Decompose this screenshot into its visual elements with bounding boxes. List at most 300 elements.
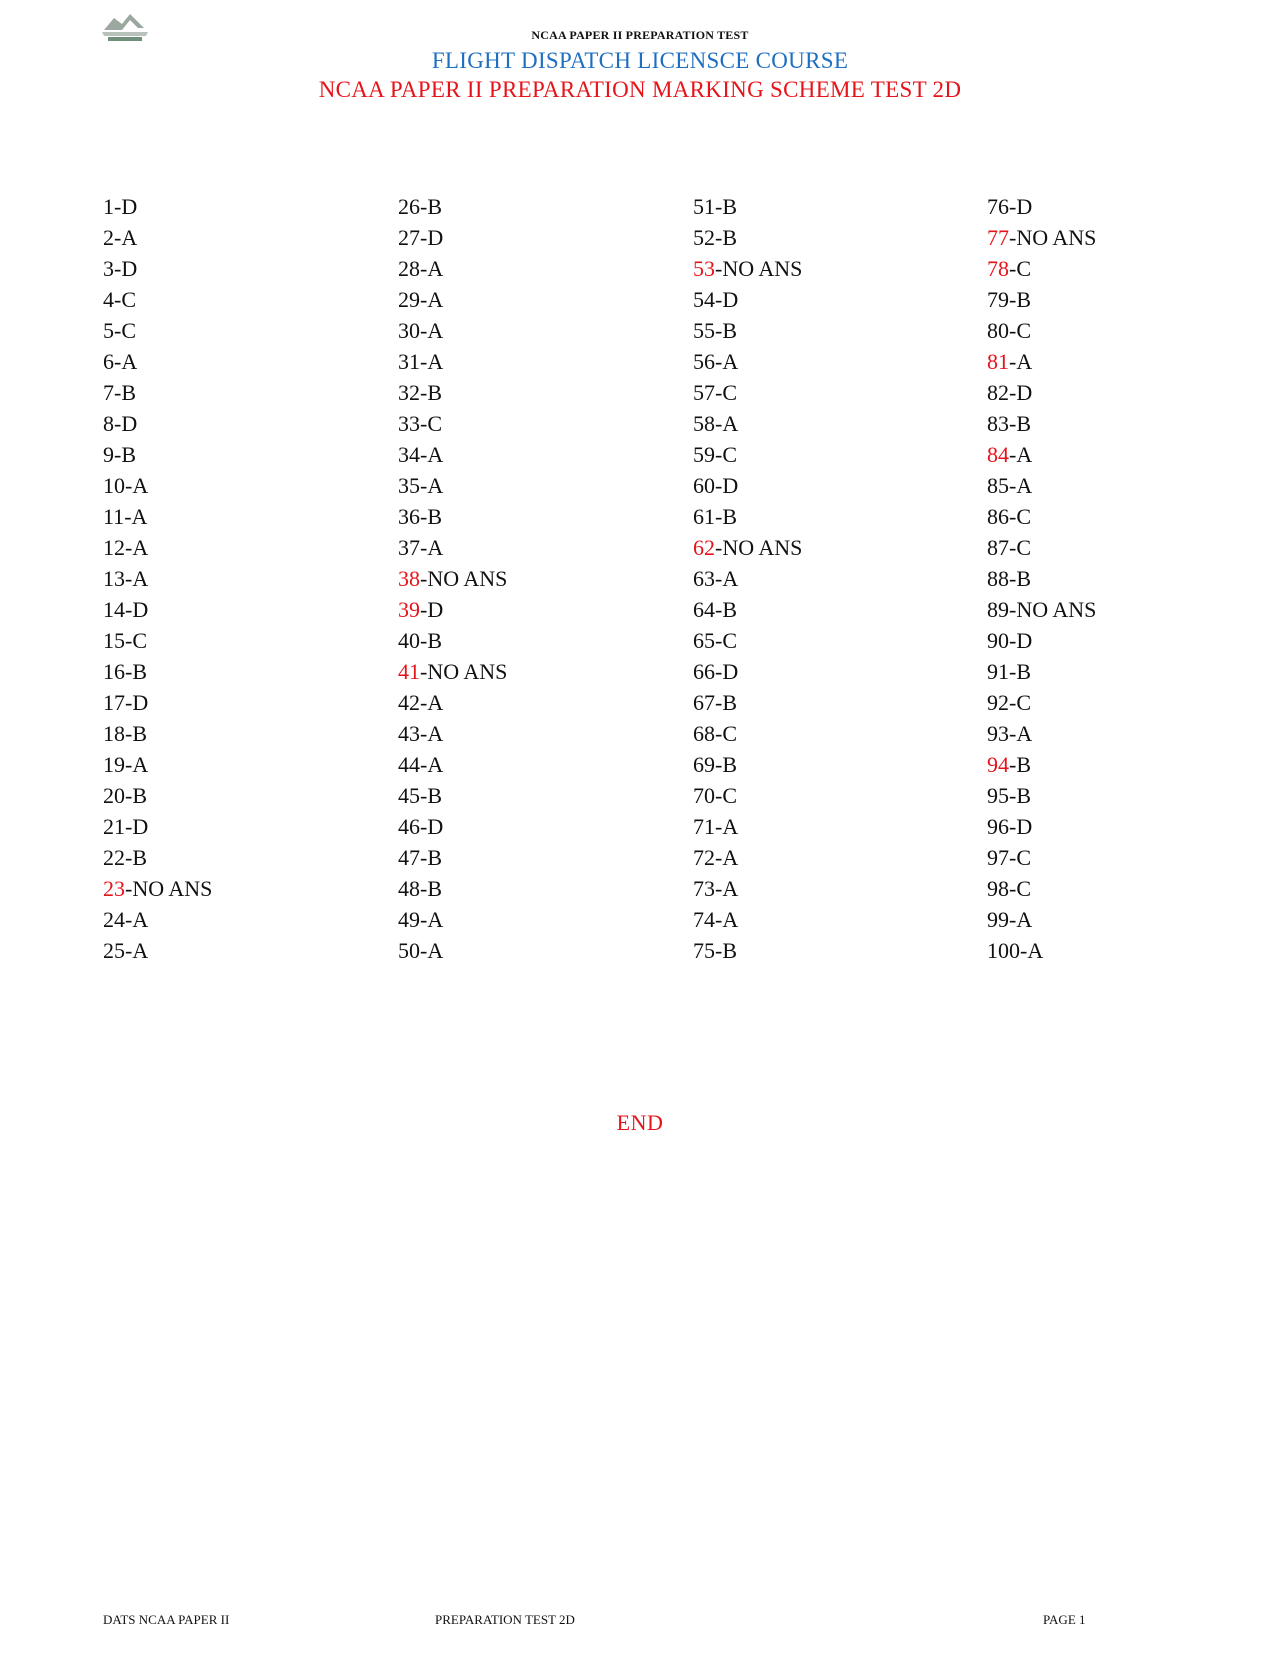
answer-row	[693, 536, 802, 560]
answer-value: C	[1016, 845, 1032, 870]
answer-value: A	[427, 721, 444, 746]
separator: -	[114, 411, 122, 436]
answer-row	[103, 288, 136, 312]
answer-row	[103, 722, 147, 746]
answer-value: D	[1016, 628, 1033, 653]
question-number: 92	[987, 690, 1009, 715]
answer-row	[987, 753, 1031, 777]
question-number: 86	[987, 504, 1009, 529]
answer-row	[398, 319, 443, 343]
separator: -	[1009, 690, 1017, 715]
answer-value: A	[427, 318, 444, 343]
answer-row	[103, 195, 137, 219]
answer-value: D	[427, 225, 444, 250]
separator: -	[1009, 473, 1017, 498]
question-number: 36	[398, 504, 420, 529]
answer-row	[398, 412, 442, 436]
separator: -	[114, 194, 122, 219]
question-number: 26	[398, 194, 420, 219]
separator: -	[1009, 783, 1017, 808]
question-number: 23	[103, 876, 125, 901]
separator: -	[715, 566, 723, 591]
answer-row	[693, 660, 738, 684]
answer-value: D	[121, 256, 138, 281]
answer-row	[693, 722, 737, 746]
question-number: 32	[398, 380, 420, 405]
answer-value: A	[722, 814, 739, 839]
question-number: 7	[103, 380, 114, 405]
question-number: 93	[987, 721, 1009, 746]
question-number: 30	[398, 318, 420, 343]
question-number: 41	[398, 659, 420, 684]
separator: -	[114, 256, 122, 281]
answer-row	[987, 846, 1031, 870]
answer-value: D	[132, 690, 149, 715]
answer-value: NO ANS	[427, 566, 508, 591]
answer-value: B	[132, 721, 148, 746]
separator: -	[125, 659, 133, 684]
separator: -	[420, 907, 428, 932]
answer-value: A	[132, 752, 149, 777]
answer-row	[987, 381, 1032, 405]
separator: -	[420, 783, 428, 808]
answer-row	[103, 319, 136, 343]
separator: -	[715, 721, 723, 746]
question-number: 47	[398, 845, 420, 870]
answer-row	[103, 815, 148, 839]
question-number: 22	[103, 845, 125, 870]
question-number: 97	[987, 845, 1009, 870]
question-number: 71	[693, 814, 715, 839]
answer-value: C	[132, 628, 148, 653]
answer-value: A	[722, 566, 739, 591]
separator: -	[1009, 597, 1017, 622]
separator: -	[715, 318, 723, 343]
question-number: 10	[103, 473, 125, 498]
answer-value: A	[132, 938, 149, 963]
question-number: 38	[398, 566, 420, 591]
answer-row	[398, 784, 442, 808]
answer-value: A	[1016, 442, 1033, 467]
question-number: 56	[693, 349, 715, 374]
footer-center: PREPARATION TEST 2D	[435, 1612, 575, 1627]
answer-row	[398, 474, 443, 498]
answer-row	[987, 660, 1031, 684]
answer-value: B	[1016, 411, 1032, 436]
question-number: 66	[693, 659, 715, 684]
answer-value: B	[722, 504, 738, 529]
question-number: 65	[693, 628, 715, 653]
question-number: 35	[398, 473, 420, 498]
question-number: 60	[693, 473, 715, 498]
answer-value: B	[722, 690, 738, 715]
answer-value: NO ANS	[722, 256, 803, 281]
answer-value: D	[1016, 194, 1033, 219]
question-number: 95	[987, 783, 1009, 808]
answer-value: D	[427, 814, 444, 839]
question-number: 51	[693, 194, 715, 219]
answer-row	[103, 536, 148, 560]
question-number: 29	[398, 287, 420, 312]
separator: -	[1009, 721, 1017, 746]
question-number: 44	[398, 752, 420, 777]
answer-row	[103, 784, 147, 808]
separator: -	[114, 380, 122, 405]
answer-row	[987, 505, 1031, 529]
separator: -	[1009, 845, 1017, 870]
answer-row	[398, 629, 442, 653]
end-label: END	[616, 1110, 664, 1135]
answer-value: A	[131, 504, 148, 529]
separator: -	[1009, 225, 1017, 250]
question-number: 55	[693, 318, 715, 343]
answer-value: A	[1016, 473, 1033, 498]
separator: -	[715, 256, 723, 281]
answer-value: A	[722, 349, 739, 374]
answer-value: B	[132, 659, 148, 684]
question-number: 90	[987, 628, 1009, 653]
question-number: 62	[693, 535, 715, 560]
answer-row	[103, 567, 148, 591]
answer-value: D	[121, 194, 138, 219]
answer-row	[103, 846, 147, 870]
answer-row	[693, 412, 738, 436]
answer-value: A	[1016, 721, 1033, 746]
answer-value: A	[427, 256, 444, 281]
answer-row	[103, 939, 148, 963]
answer-value: D	[121, 411, 138, 436]
answer-value: B	[722, 318, 738, 343]
answer-value: D	[132, 597, 149, 622]
answer-row	[103, 505, 147, 529]
separator: -	[715, 783, 723, 808]
question-number: 50	[398, 938, 420, 963]
question-number: 69	[693, 752, 715, 777]
separator: -	[114, 225, 122, 250]
answer-row	[103, 257, 137, 281]
separator: -	[715, 194, 723, 219]
answer-value: B	[1016, 752, 1032, 777]
separator: -	[715, 349, 723, 374]
separator: -	[715, 690, 723, 715]
separator: -	[715, 473, 723, 498]
answer-row	[398, 567, 507, 591]
question-number: 40	[398, 628, 420, 653]
separator: -	[1020, 938, 1028, 963]
separator: -	[125, 597, 133, 622]
question-number: 5	[103, 318, 114, 343]
answer-row	[987, 815, 1032, 839]
answer-row	[398, 660, 507, 684]
question-number: 19	[103, 752, 125, 777]
separator: -	[715, 628, 723, 653]
separator: -	[420, 318, 428, 343]
separator: -	[114, 442, 122, 467]
answer-value: C	[1016, 690, 1032, 715]
separator: -	[420, 628, 428, 653]
question-number: 21	[103, 814, 125, 839]
question-number: 75	[693, 938, 715, 963]
running-header: NCAA PAPER II PREPARATION TEST	[531, 28, 749, 42]
question-number: 58	[693, 411, 715, 436]
course-title: FLIGHT DISPATCH LICENSCE COURSE	[431, 48, 849, 73]
question-number: 78	[987, 256, 1009, 281]
answer-value: A	[121, 349, 138, 374]
answer-value: C	[1016, 504, 1032, 529]
separator: -	[1009, 535, 1017, 560]
question-number: 17	[103, 690, 125, 715]
separator: -	[1009, 442, 1017, 467]
answer-value: B	[132, 783, 148, 808]
answer-row	[693, 443, 737, 467]
question-number: 3	[103, 256, 114, 281]
separator: -	[1009, 566, 1017, 591]
separator: -	[1009, 380, 1017, 405]
separator: -	[715, 876, 723, 901]
answer-value: D	[1016, 814, 1033, 839]
separator: -	[715, 597, 723, 622]
question-number: 9	[103, 442, 114, 467]
separator: -	[1009, 194, 1017, 219]
answer-row	[693, 846, 738, 870]
answer-row	[693, 350, 738, 374]
separator: -	[125, 783, 133, 808]
answer-value: B	[722, 225, 738, 250]
separator: -	[125, 907, 133, 932]
footer-left: DATS NCAA PAPER II	[103, 1612, 230, 1627]
separator: -	[1009, 752, 1017, 777]
separator: -	[125, 845, 133, 870]
answer-row	[103, 691, 148, 715]
answer-value: B	[722, 752, 738, 777]
answer-value: C	[1016, 535, 1032, 560]
answer-value: A	[722, 845, 739, 870]
separator: -	[114, 287, 122, 312]
separator: -	[420, 721, 428, 746]
answer-value: C	[1016, 876, 1032, 901]
answer-row	[693, 474, 738, 498]
question-number: 24	[103, 907, 125, 932]
answer-value: C	[121, 287, 137, 312]
answer-value: NO ANS	[132, 876, 213, 901]
answer-value: NO ANS	[1016, 225, 1097, 250]
answer-row	[693, 598, 737, 622]
answer-row	[987, 226, 1096, 250]
answer-value: D	[132, 814, 149, 839]
separator: -	[1009, 504, 1017, 529]
separator: -	[420, 814, 428, 839]
answer-row	[693, 505, 737, 529]
separator: -	[715, 442, 723, 467]
answer-value: B	[1016, 783, 1032, 808]
answer-row	[398, 598, 443, 622]
answer-row	[103, 877, 212, 901]
answer-row	[693, 784, 737, 808]
answer-value: B	[427, 504, 443, 529]
question-number: 77	[987, 225, 1009, 250]
separator: -	[124, 504, 132, 529]
answer-value: A	[427, 938, 444, 963]
answer-value: A	[427, 535, 444, 560]
answer-row	[398, 226, 443, 250]
separator: -	[715, 845, 723, 870]
answer-row	[398, 753, 443, 777]
separator: -	[420, 411, 428, 436]
answer-value: NO ANS	[722, 535, 803, 560]
separator: -	[420, 442, 428, 467]
answer-value: B	[427, 380, 443, 405]
question-number: 13	[103, 566, 125, 591]
separator: -	[1009, 287, 1017, 312]
question-number: 57	[693, 380, 715, 405]
answer-value: B	[427, 876, 443, 901]
question-number: 85	[987, 473, 1009, 498]
answer-value: B	[132, 845, 148, 870]
separator: -	[1009, 256, 1017, 281]
answer-row	[693, 381, 737, 405]
answer-value: NO ANS	[1016, 597, 1097, 622]
question-number: 67	[693, 690, 715, 715]
separator: -	[1009, 628, 1017, 653]
question-number: 100	[987, 938, 1020, 963]
answer-row	[987, 567, 1031, 591]
answer-value: A	[132, 535, 149, 560]
answer-row	[103, 908, 148, 932]
separator: -	[420, 473, 428, 498]
separator: -	[715, 535, 723, 560]
question-number: 96	[987, 814, 1009, 839]
separator: -	[1009, 349, 1017, 374]
answer-value: D	[427, 597, 444, 622]
separator: -	[715, 411, 723, 436]
question-number: 88	[987, 566, 1009, 591]
separator: -	[1009, 814, 1017, 839]
answer-value: A	[1016, 907, 1033, 932]
answer-value: B	[427, 783, 443, 808]
answer-row	[987, 908, 1032, 932]
question-number: 42	[398, 690, 420, 715]
question-number: 1	[103, 194, 114, 219]
question-number: 73	[693, 876, 715, 901]
question-number: 15	[103, 628, 125, 653]
question-number: 8	[103, 411, 114, 436]
question-number: 11	[103, 504, 125, 529]
answer-value: A	[427, 907, 444, 932]
answer-value: D	[1016, 380, 1033, 405]
question-number: 83	[987, 411, 1009, 436]
answer-value: A	[427, 473, 444, 498]
answer-value: A	[722, 411, 739, 436]
answer-row	[693, 691, 737, 715]
question-number: 4	[103, 287, 114, 312]
question-number: 16	[103, 659, 125, 684]
question-number: 31	[398, 349, 420, 374]
answer-row	[693, 226, 737, 250]
question-number: 53	[693, 256, 715, 281]
separator: -	[420, 845, 428, 870]
answer-row	[693, 629, 737, 653]
answer-row	[693, 319, 737, 343]
separator: -	[715, 225, 723, 250]
answer-row	[693, 195, 737, 219]
separator: -	[715, 938, 723, 963]
question-number: 18	[103, 721, 125, 746]
answer-value: B	[427, 628, 443, 653]
answer-row	[693, 288, 738, 312]
separator: -	[125, 473, 133, 498]
separator: -	[125, 566, 133, 591]
question-number: 25	[103, 938, 125, 963]
answer-row	[987, 319, 1031, 343]
question-number: 39	[398, 597, 420, 622]
answer-value: A	[427, 287, 444, 312]
separator: -	[420, 194, 428, 219]
answer-value: A	[722, 907, 739, 932]
separator: -	[715, 287, 723, 312]
answer-value: A	[132, 566, 149, 591]
question-number: 46	[398, 814, 420, 839]
answer-row	[398, 815, 443, 839]
answer-row	[987, 722, 1032, 746]
answer-row	[987, 536, 1031, 560]
question-number: 87	[987, 535, 1009, 560]
question-number: 81	[987, 349, 1009, 374]
question-number: 74	[693, 907, 715, 932]
question-number: 68	[693, 721, 715, 746]
separator: -	[715, 504, 723, 529]
separator: -	[420, 504, 428, 529]
answer-value: A	[427, 349, 444, 374]
answer-value: D	[722, 287, 739, 312]
answer-value: B	[722, 597, 738, 622]
answer-row	[693, 567, 738, 591]
question-number: 27	[398, 225, 420, 250]
separator: -	[125, 721, 133, 746]
answer-row	[398, 195, 442, 219]
answer-row	[987, 784, 1031, 808]
answer-value: B	[1016, 287, 1032, 312]
answer-value: A	[132, 473, 149, 498]
answer-value: A	[132, 907, 149, 932]
answer-row	[103, 350, 137, 374]
question-number: 79	[987, 287, 1009, 312]
question-number: 84	[987, 442, 1009, 467]
scheme-title: NCAA PAPER II PREPARATION MARKING SCHEME TEST 2D	[318, 77, 962, 102]
separator: -	[715, 752, 723, 777]
separator: -	[420, 597, 428, 622]
answer-row	[103, 412, 137, 436]
answer-row	[103, 598, 148, 622]
footer-right: PAGE 1	[1043, 1612, 1086, 1627]
answer-row	[987, 443, 1032, 467]
separator: -	[125, 876, 133, 901]
question-number: 33	[398, 411, 420, 436]
separator: -	[420, 380, 428, 405]
answer-value: A	[427, 442, 444, 467]
separator: -	[1009, 876, 1017, 901]
question-number: 49	[398, 907, 420, 932]
separator: -	[1009, 411, 1017, 436]
answer-row	[987, 474, 1032, 498]
answer-row	[693, 815, 738, 839]
separator: -	[715, 380, 723, 405]
answer-value: C	[722, 721, 738, 746]
answer-row	[103, 226, 137, 250]
answer-value: A	[427, 752, 444, 777]
question-number: 12	[103, 535, 125, 560]
separator: -	[420, 566, 428, 591]
answer-value: C	[427, 411, 443, 436]
